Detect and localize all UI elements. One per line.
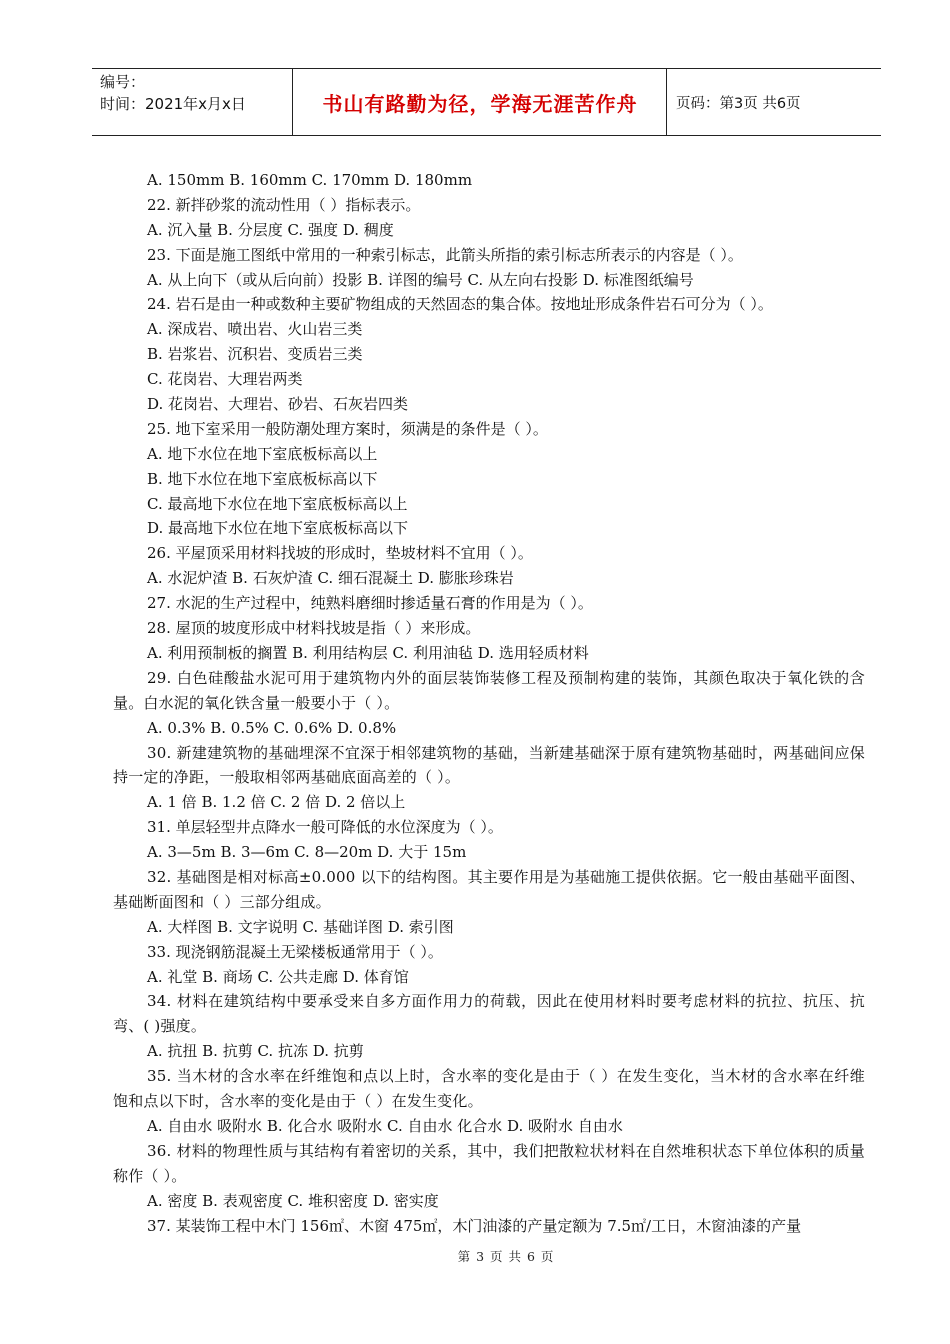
answer-options: A. 深成岩、喷出岩、火山岩三类 (147, 320, 363, 339)
answer-options: A. 地下水位在地下室底板标高以上 (147, 444, 378, 463)
answer-options: C. 最高地下水位在地下室底板标高以上 (147, 494, 408, 513)
question-text: 25. 地下室采用一般防潮处理方案时，须满是的条件是（ ）。 (147, 419, 548, 438)
question-text: 23. 下面是施工图纸中常用的一种索引标志，此箭头所指的索引标志所表示的内容是（ ）。 (147, 245, 743, 264)
page-footer: 第 3 页 共 6 页 (457, 1249, 555, 1264)
document-body (113, 168, 865, 1238)
question-text: 35. 当木材的含水率在纤维饱和点以上时，含水率的变化是由于（ ）在发生变化，当木材的含水率在纤维饱和点以下时，含水率的变化是由于（ ）在发生变化。 (113, 1067, 865, 1111)
header-divider (666, 69, 667, 135)
question-text: 33. 现浇钢筋混凝土无梁楼板通常用于（ ）。 (147, 942, 443, 961)
question-text: 36. 材料的物理性质与其结构有着密切的关系，其中，我们把散粒状材料在自然堆积状态下单位体积的质量称作（ ）。 (113, 1141, 865, 1185)
answer-options: A. 利用预制板的搁置 B. 利用结构层 C. 利用油毡 D. 选用轻质材料 (147, 643, 589, 662)
header-page-number: 页码：第3页 共6页 (676, 95, 801, 112)
question-text: 24. 岩石是由一种或数种主要矿物组成的天然固态的集合体。按地址形成条件岩石可分为（ ）。 (147, 295, 773, 314)
question-text: 37. 某装饰工程中木门 156㎡、木窗 475㎡，木门油漆的产量定额为 7.5㎡/工日，木窗油漆的产量 (147, 1216, 802, 1235)
answer-options: B. 岩浆岩、沉积岩、变质岩三类 (147, 345, 363, 364)
answer-options: A. 礼堂 B. 商场 C. 公共走廊 D. 体育馆 (147, 967, 409, 986)
question-text: 31. 单层轻型井点降水一般可降低的水位深度为（ ）。 (147, 818, 503, 837)
date-label: 时间：2021年x月x日 (100, 95, 246, 113)
question-text: 22. 新拌砂浆的流动性用（ ）指标表示。 (147, 195, 421, 214)
answer-options: A. 自由水 吸附水 B. 化合水 吸附水 C. 自由水 化合水 D. 吸附水 自由水 (147, 1117, 623, 1135)
header-divider (292, 69, 293, 135)
answer-options: A. 3—5m B. 3—6m C. 8—20m D. 大于 15m (147, 843, 467, 862)
answer-options: A. 密度 B. 表观密度 C. 堆积密度 D. 密实度 (147, 1191, 439, 1210)
question-text: 32. 基础图是相对标高±0.000 以下的结构图。其主要作用是为基础施工提供依据。它一般由基础平面图、基础断面图和（ ）三部分组成。 (113, 868, 865, 911)
question-text: 34. 材料在建筑结构中要承受来自多方面作用力的荷载，因此在使用材料时要考虑材料的抗拉、抗压、抗弯、( )强度。 (113, 992, 865, 1036)
answer-options: D. 花岗岩、大理岩、砂岩、石灰岩四类 (147, 395, 409, 414)
question-text: 28. 屋顶的坡度形成中材料找坡是指（ ）来形成。 (147, 619, 481, 638)
answer-options: B. 地下水位在地下室底板标高以下 (147, 469, 378, 488)
question-text: 29. 白色硅酸盐水泥可用于建筑物内外的面层装饰装修工程及预制构建的装饰，其颜色取决于氧化铁的含量。白水泥的氧化铁含量一般要小于（ ）。 (113, 668, 865, 712)
question-text: 30. 新建建筑物的基础埋深不宜深于相邻建筑物的基础，当新建基础深于原有建筑物基础时，两基础间应保持一定的净距，一般取相邻两基础底面高差的（ ）。 (113, 743, 865, 787)
answer-options: A. 水泥炉渣 B. 石灰炉渣 C. 细石混凝土 D. 膨胀珍珠岩 (147, 569, 514, 588)
answer-options: A. 150mm B. 160mm C. 170mm D. 180mm (147, 171, 473, 189)
header-meta (100, 71, 290, 115)
answer-options: A. 大样图 B. 文字说明 C. 基础详图 D. 索引图 (147, 917, 454, 936)
answer-options: A. 沉入量 B. 分层度 C. 强度 D. 稠度 (147, 220, 394, 239)
answer-options: A. 1 倍 B. 1.2 倍 C. 2 倍 D. 2 倍以上 (147, 793, 406, 812)
header-motto: 书山有路勤为径，学海无涯苦作舟 (322, 91, 638, 116)
page-header (92, 68, 881, 136)
question-text: 27. 水泥的生产过程中，纯熟料磨细时掺适量石膏的作用是为（ ）。 (147, 594, 593, 613)
answer-options: D. 最高地下水位在地下室底板标高以下 (147, 519, 409, 538)
question-text: 26. 平屋顶采用材料找坡的形成时，垫坡材料不宜用（ ）。 (147, 544, 533, 563)
serial-number-label: 编号： (100, 73, 146, 91)
answer-options: A. 从上向下（或从后向前）投影 B. 详图的编号 C. 从左向右投影 D. 标准图纸编号 (147, 270, 694, 289)
answer-options: C. 花岗岩、大理岩两类 (147, 370, 303, 389)
answer-options: A. 抗扭 B. 抗剪 C. 抗冻 D. 抗剪 (147, 1042, 364, 1061)
answer-options: A. 0.3% B. 0.5% C. 0.6% D. 0.8% (147, 718, 397, 737)
